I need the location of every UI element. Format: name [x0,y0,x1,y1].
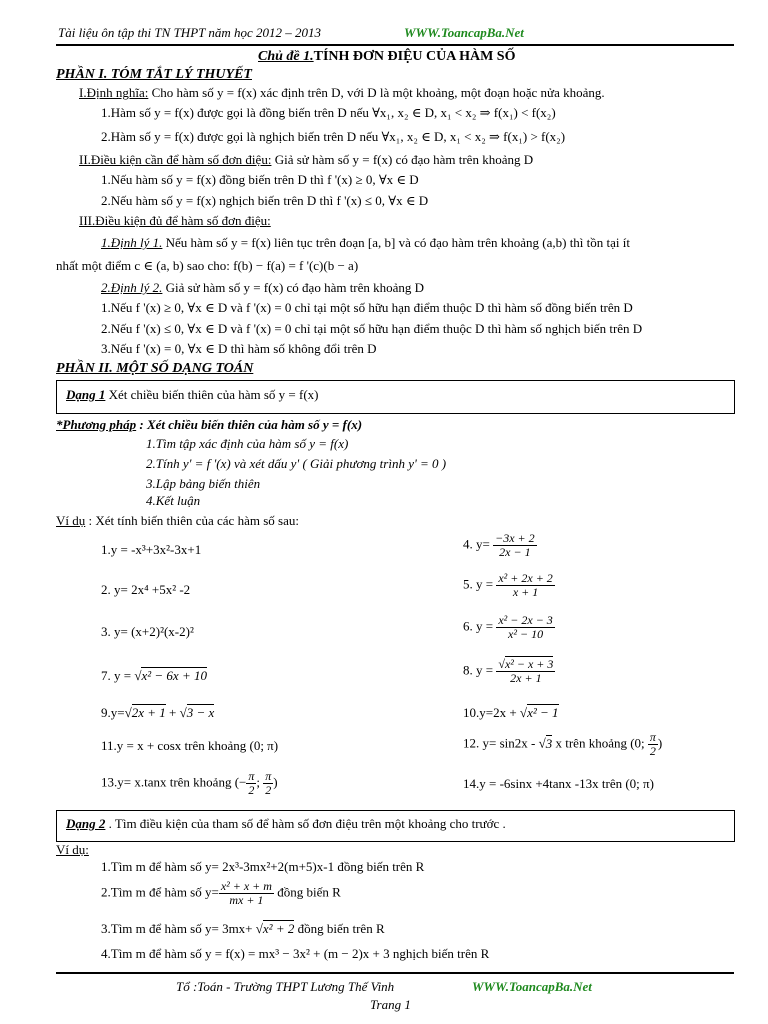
example-6-denominator: x² − 10 [508,627,544,642]
footer-rule [56,972,734,974]
method-text: : Xét chiều biến thiên của hàm số y = f(x) [136,417,363,432]
theorem1-label: 1.Định lý 1. [101,235,163,250]
example-8-denominator: 2x + 1 [510,671,542,686]
example-3: 3. y= (x+2)²(x-2)² [101,624,194,639]
dang1-label: Dạng 1 [66,387,106,402]
example-13 [101,770,278,797]
example-5-denominator: x + 1 [512,585,539,600]
example-13-separator: ; [256,774,264,790]
definition-label: I.Định nghĩa: [79,85,149,100]
header-title: Tài liệu ôn tập thi TN THPT năm học 2012 – 2013 [58,25,322,40]
example-11: 11.y = x + cosx trên khoảng (0; π) [101,738,279,753]
exercise-4: 4.Tìm m để hàm số y = f(x) = mx³ − 3x² + (m − 2)x + 3 nghịch biến trên R [101,946,490,961]
exercise-2-suffix: đồng biến R [273,884,341,900]
method-line [56,418,362,433]
example-8-numerator: √x² − x + 3 [498,657,554,671]
exercise-2-denominator: mx + 1 [229,893,264,908]
method-label: *Phương pháp [56,417,137,432]
example-9-prefix: 9.y= [101,705,125,720]
dang2-label: Dạng 2 [66,816,106,831]
part2-heading: PHẦN II. MỘT SỐ DẠNG TOÁN [56,361,254,376]
exercise-1: 1.Tìm m để hàm số y= 2x³-3mx²+2(m+5)x-1 đồng biến trên R [101,859,425,874]
example-1: 1.y = -x³+3x²-3x+1 [101,542,202,557]
example-label: Ví dụ [56,513,86,528]
example-13-denominator-2: 2 [265,783,272,798]
example-text: : Xét tính biến thiên của các hàm số sau: [85,513,299,528]
definition-text: Cho hàm số y = f(x) xác định trên D, với D là một khoảng, một đoạn hoặc nửa khoảng. [151,85,605,100]
exercise-3-prefix: 3.Tìm m để hàm số y= 3mx+ [101,921,256,936]
theorem2-text: Giả sử hàm số y = f(x) có đạo hàm trên khoảng D [162,280,425,295]
dang1-line [66,388,318,403]
example-10: 10.y=2x + √x² − 1 [463,705,559,720]
method-step-4: 4.Kết luận [146,493,201,508]
example-6-fraction [496,614,554,641]
theorem2-label: 2.Định lý 2. [101,280,163,295]
definition-line [79,86,605,101]
example-12-denominator: 2 [649,744,656,759]
theorem2-item-3: 3.Nếu f '(x) = 0, ∀x ∈ D thì hàm số không đổi trên D [101,341,377,356]
necessary-1: 1.Nếu hàm số y = f(x) đồng biến trên D thì f '(x) ≥ 0, ∀x ∈ D [101,172,419,187]
example-5-prefix: 5. y = [463,576,494,592]
method-step-3: 3.Lập bảng biến thiên [146,476,261,491]
example-5-numerator: x² + 2x + 2 [498,571,553,585]
method-step-1: 1.Tìm tập xác định của hàm số y = f(x) [146,436,349,451]
example-4-fraction [493,532,537,559]
example-6-prefix: 6. y = [463,618,494,634]
example-8-fraction [496,658,555,685]
dang1-text: Xét chiều biến thiên của hàm số y = f(x) [105,387,319,402]
example2-label: Ví dụ: [56,842,89,857]
example-13-numerator-2: π [265,769,272,783]
example-10-prefix: 10.y=2x + [463,705,520,720]
necessary-text: Giả sử hàm số y = f(x) có đạo hàm trên khoảng D [271,152,534,167]
exercise-3-suffix: đồng biến trên R [294,921,385,936]
example-14: 14.y = -6sinx +4tanx -13x trên (0; π) [463,776,654,791]
necessary-line [79,153,533,168]
example-6 [463,614,555,641]
example-7: 7. y = √x² − 6x + 10 [101,668,207,683]
example-5-fraction [496,572,554,599]
necessary-2: 2.Nếu hàm số y = f(x) nghịch biến trên D thì f '(x) ≤ 0, ∀x ∈ D [101,193,429,208]
exercise-2-fraction [219,880,274,907]
example-9: 9.y=√2x + 1 + √3 − x [101,705,215,720]
example-12-fraction [648,731,658,758]
exercise-2-numerator: x² + x + m [220,879,272,893]
exercise-2-prefix: 2.Tìm m để hàm số y= [101,884,219,900]
example-12-radicand: 3 [545,735,553,751]
theorem2-item-2: 2.Nếu f '(x) ≤ 0, ∀x ∈ D và f '(x) = 0 chỉ tại một số hữu hạn điểm thuộc D thì hàm số nghịch biến trên D [101,321,643,336]
example-9-plus: + [165,705,180,720]
exercise-3-radicand: x² + 2 [262,921,295,936]
example-4 [463,532,537,559]
example-12: 12. y= sin2x - √3 x trên khoảng (0; $\frac{\pi}{2}$ ) [463,730,663,759]
theorem1-continuation: nhất một điểm c ∈ (a, b) sao cho: f(b) − f(a) = f '(c)(b − a) [56,258,359,273]
example-intro [56,514,299,529]
header-rule [56,44,734,46]
example-12-numerator: π [649,730,656,744]
example-13-fraction-2 [263,770,273,797]
example-8-radicand: x² − x + 3 [504,657,554,671]
example-13-prefix: 13.y= x.tanx trên khoảng (− [101,774,247,790]
sufficient-label: III.Điều kiện đủ để hàm số đơn điệu: [79,213,271,228]
example-8 [463,658,555,685]
exercise-3: 3.Tìm m để hàm số y= 3mx+ √x² + 2 đồng biến trên R [101,921,385,936]
example-6-numerator: x² − 2x − 3 [498,613,553,627]
header-site-link[interactable]: WWW.ToancapBa.Net [404,25,524,40]
example-7-radicand: x² − 6x + 10 [141,668,207,683]
example-9-radicand-1: 2x + 1 [131,705,166,720]
dang2-line [66,817,506,832]
theorem2-line [101,281,424,296]
example-7-prefix: 7. y = [101,668,132,683]
chapter-title [258,49,515,65]
method-step-2: 2.Tính y' = f '(x) và xét dấu y' ( Giải phương trình y' = 0 ) [146,456,447,471]
part1-heading: PHẦN I. TÓM TẮT LÝ THUYẾT [56,67,252,82]
definition-2: 2.Hàm số y = f(x) được gọi là nghịch biến trên D nếu ∀x₁, x₂ ∈ D, x₁ < x₂ ⇒ f(x₁) > f(x₂) [101,129,566,144]
example-5 [463,572,555,599]
necessary-label: II.Điều kiện cần để hàm số đơn điệu: [79,152,272,167]
chapter-prefix: Chủ đề 1. [258,49,314,64]
example-9-radicand-2: 3 − x [186,705,215,720]
example-4-prefix: 4. y= [463,536,490,552]
example-12-prefix: 12. y= sin2x - [463,735,539,751]
chapter-title-text: TÍNH ĐƠN ĐIỆU CỦA HÀM SỐ [313,49,516,64]
theorem1-line [101,236,630,251]
footer-school: Tổ :Toán - Trường THPT Lương Thế Vinh [176,979,395,994]
example-12-end: ) [657,735,663,751]
dang2-text: . Tìm điều kiện của tham số để hàm số đơn điệu trên một khoảng cho trước . [105,816,506,831]
theorem2-item-1: 1.Nếu f '(x) ≥ 0, ∀x ∈ D và f '(x) = 0 chỉ tại một số hữu hạn điểm thuộc D thì hàm số đồng biến trên D [101,300,633,315]
example-10-radicand: x² − 1 [527,705,559,720]
page-number: Trang 1 [370,997,411,1012]
example-8-prefix: 8. y = [463,662,494,678]
example-13-fraction-1 [246,770,256,797]
example-2: 2. y= 2x⁴ +5x² -2 [101,582,191,597]
exercise-2 [101,880,341,907]
example-13-denominator-1: 2 [248,783,255,798]
example-4-denominator: 2x − 1 [499,545,531,560]
definition-1: 1.Hàm số y = f(x) được gọi là đồng biến trên D nếu ∀x₁, x₂ ∈ D, x₁ < x₂ ⇒ f(x₁) < f(x₂) [101,105,556,120]
footer-site-link[interactable]: WWW.ToancapBa.Net [472,979,592,994]
example-13-end: ) [273,774,278,790]
example-12-mid: x trên khoảng (0; [552,735,648,751]
example-4-numerator: −3x + 2 [495,531,535,545]
theorem1-text: Nếu hàm số y = f(x) liên tục trên đoạn [a, b] và có đạo hàm trên khoảng (a,b) thì tồn tại ít [162,235,630,250]
example-13-numerator-1: π [248,769,255,783]
